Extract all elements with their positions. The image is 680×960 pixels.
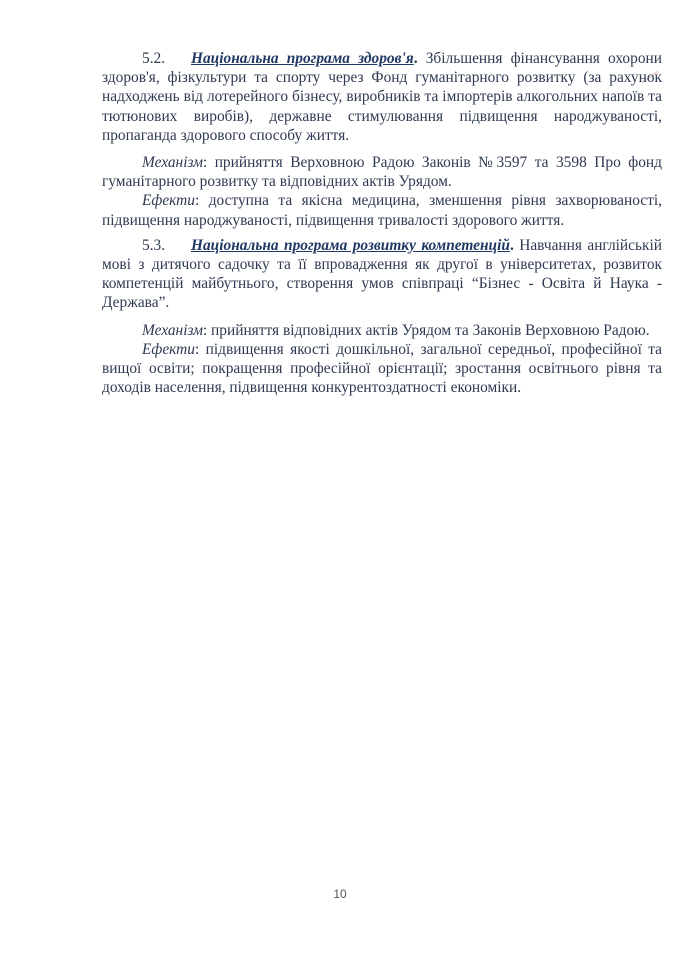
heading-period: . [509,236,514,254]
section-paragraph [102,49,662,145]
effects-label: Ефекти [142,192,195,210]
document-page [102,49,662,397]
effects-text: : підвищення якості дошкільної, загальної середньої, професійної та вищої освіти; покращення професійної орієнтації; зростання освітнього рівня та доходів населення, підвищення конкурентоздатності економіки. [102,340,662,397]
section-body: Навчання англійській мові з дитячого садочку та її впровадження як другої в університетах, розвиток компетенцій майбутнього, створення умов співпраці “Бізнес - Освіта й Наука - Держава”. [102,236,662,312]
section-body: Збільшення фінансування охорони здоров'я, фізкультури та спорту через Фонд гуманітарного розвитку (за рахунок надходжень від лотерейного бізнесу, виробників та імпортерів алкогольних напоїв та тютюнових виробів), державне стимулювання підвищення народжуваності, пропаганда здорового способу життя. [102,50,662,144]
mechanism-label: Механізм [142,154,203,172]
section-5-2 [102,49,662,230]
section-number: 5.3. [142,236,166,254]
mechanism-text: : прийняття відповідних актів Урядом та Законів Верховною Радою. [202,321,650,339]
section-paragraph [102,236,662,313]
mechanism-paragraph [102,321,662,340]
effects-label: Ефекти [142,340,195,358]
heading-period: . [413,50,418,67]
section-heading: Національна програма розвитку компетенцій [191,236,510,254]
page-number: 10 [333,887,347,901]
mechanism-text: : прийняття Верховною Радою Законів №3597 та 3598 Про фонд гуманітарного розвитку та відповідних актів Урядом. [102,154,662,191]
section-number: 5.2. [142,50,166,67]
effects-text: : доступна та якісна медицина, зменшення рівня захворюваності, підвищення народжуваності, підвищення тривалості здорового життя. [102,192,662,229]
effects-paragraph [102,191,662,229]
mechanism-paragraph [102,153,662,191]
section-heading: Національна програма здоров'я [191,50,414,67]
mechanism-label: Механізм [142,321,203,339]
section-5-3 [102,236,662,398]
effects-paragraph [102,340,662,398]
